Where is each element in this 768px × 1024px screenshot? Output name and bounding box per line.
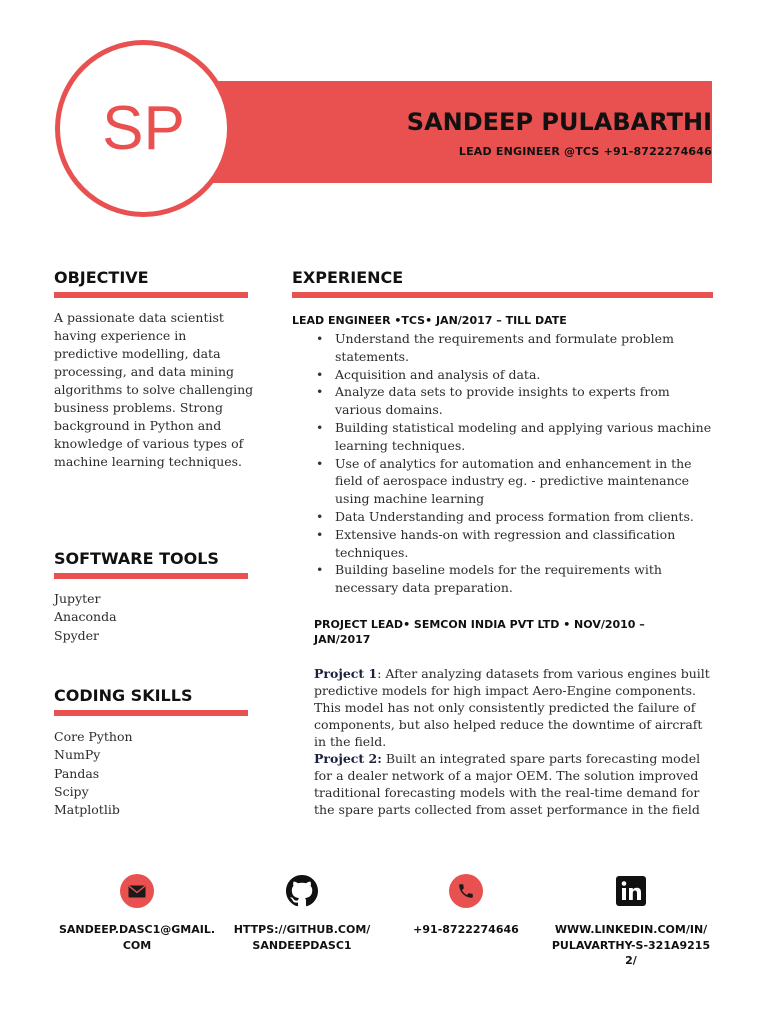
github-text[interactable]: HTTPS://GITHUB.COM/ SANDEEPDASC1 — [233, 923, 371, 952]
list-item: NumPy — [54, 747, 101, 763]
job-bullets-tcs — [314, 330, 714, 597]
list-item: • Data Understanding and process formation from clients. — [314, 508, 714, 526]
email-text[interactable]: SANDEEP.DASC1@GMAIL.COM — [58, 923, 216, 952]
software-tools-list — [54, 590, 117, 645]
contact-github — [222, 874, 382, 953]
project-2-label: Project 2: — [314, 751, 382, 766]
list-item: Matplotlib — [54, 802, 120, 818]
job-title-tcs: LEAD ENGINEER •TCS• JAN/2017 – TILL DATE — [292, 314, 567, 327]
list-item: Spyder — [54, 627, 100, 643]
project-2-text: Built an integrated spare parts forecasting model for a dealer network of a major OEM. The solution improved traditional forecasting models with the real-time demand for the spare parts collected from asset performance in the field — [314, 751, 701, 817]
experience-heading: EXPERIENCE — [292, 268, 404, 287]
initials: SP — [102, 93, 185, 163]
objective-rule — [54, 292, 248, 298]
candidate-name: SANDEEP PULABARTHI — [406, 108, 712, 136]
contact-email — [57, 874, 217, 953]
linkedin-text[interactable]: WWW.LINKEDIN.COM/IN/PULAVARTHY-S-321A92152/ — [551, 923, 711, 967]
phone-icon — [449, 874, 483, 908]
list-item: Scipy — [54, 783, 89, 799]
software-tools-rule — [54, 573, 248, 579]
list-item: • Understand the requirements and formulate problem statements. — [314, 330, 714, 366]
list-item: Pandas — [54, 765, 100, 781]
objective-heading: OBJECTIVE — [54, 268, 149, 287]
list-item: • Acquisition and analysis of data. — [314, 366, 714, 384]
list-item: • Building statistical modeling and applying various machine learning techniques. — [314, 419, 714, 455]
job-title-semcon: PROJECT LEAD• SEMCON INDIA PVT LTD • NOV/2010 – JAN/2017 — [314, 618, 645, 646]
list-item: • Analyze data sets to provide insights to experts from various domains. — [314, 383, 714, 419]
list-item: Anaconda — [54, 609, 117, 625]
email-icon — [120, 874, 154, 908]
contact-linkedin — [551, 874, 711, 969]
initials-badge — [55, 40, 232, 217]
list-item: Core Python — [54, 729, 133, 744]
linkedin-icon — [614, 874, 648, 908]
experience-rule — [292, 292, 713, 298]
phone-text[interactable]: +91-8722274646 — [413, 923, 519, 936]
list-item: Jupyter — [54, 591, 101, 606]
software-tools-heading: SOFTWARE TOOLS — [54, 549, 219, 568]
candidate-subtitle: LEAD ENGINEER @TCS +91-8722274646 — [458, 145, 712, 158]
coding-skills-list — [54, 728, 133, 819]
github-icon — [285, 874, 319, 908]
coding-skills-rule — [54, 710, 248, 716]
project-1-label: Project 1 — [314, 666, 378, 681]
objective-text: A passionate data scientist having experience in predictive modelling, data processing, and data mining algorithms to solve challenging business problems. Strong background in Python and knowledge of various types of machine learning techniques. — [54, 310, 254, 469]
contact-phone — [386, 874, 546, 938]
list-item: • Extensive hands-on with regression and classification techniques. — [314, 526, 714, 562]
project-descriptions — [314, 665, 714, 818]
project-1-text: : After analyzing datasets from various engines built predictive models for high impact Aero-Engine components. This model has not only consistently predicted the failure of components, but also helped reduce the downtime of aircraft in the field. — [314, 666, 710, 749]
coding-skills-heading: CODING SKILLS — [54, 686, 193, 705]
list-item: • Building baseline models for the requirements with necessary data preparation. — [314, 561, 714, 597]
list-item: • Use of analytics for automation and enhancement in the field of aerospace industry eg. - predictive maintenance using machine learning — [314, 455, 714, 508]
